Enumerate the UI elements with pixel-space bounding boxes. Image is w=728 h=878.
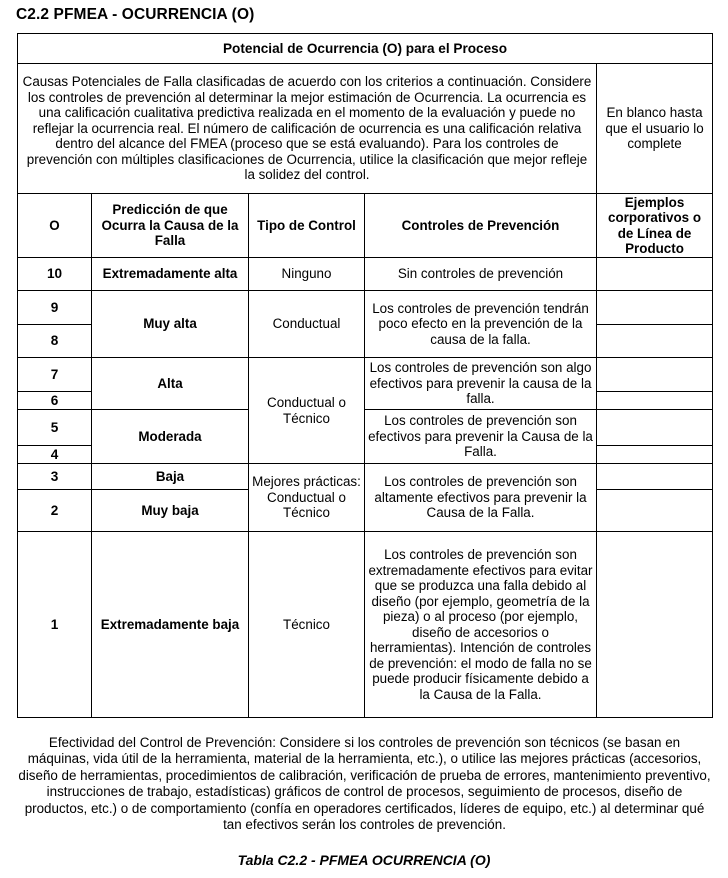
examples-cell[interactable] (597, 532, 713, 718)
control-type-10: Ninguno (249, 258, 365, 291)
table-row (18, 532, 713, 718)
col-header-o: O (18, 194, 92, 258)
control-type-9-8: Conductual (249, 291, 365, 358)
prediction-2: Muy baja (92, 490, 249, 532)
control-type-7-4: Conductual o Técnico (249, 358, 365, 464)
examples-cell[interactable] (597, 291, 713, 325)
prediction-7-6: Alta (92, 358, 249, 410)
prediction-5-4: Moderada (92, 410, 249, 464)
prevention-7-6: Los controles de prevención son algo efectivos para prevenir la causa de la falla. (365, 358, 597, 410)
rating-2: 2 (18, 490, 92, 532)
prevention-9-8: Los controles de prevención tendrán poco efecto en la prevención de la causa de la falla. (365, 291, 597, 358)
col-header-prediction: Predicción de que Ocurra la Causa de la Falla (92, 194, 249, 258)
examples-cell[interactable] (597, 325, 713, 358)
examples-cell[interactable] (597, 410, 713, 446)
rating-9: 9 (18, 291, 92, 325)
prevention-1: Los controles de prevención son extremadamente efectivos para evitar que se produzca una falla debido al diseño (por ejemplo, geometría de la pieza) o al proceso (por ejemplo, diseño de accesorios o herramientas). Intención de controles de prevención: el modo de falla no se puede producir físicamente debido a la Causa de la Falla. (365, 532, 597, 718)
table-header: Potencial de Ocurrencia (O) para el Proceso (18, 34, 713, 64)
table-row (18, 410, 713, 446)
rating-6: 6 (18, 392, 92, 410)
prevention-10: Sin controles de prevención (365, 258, 597, 291)
rating-10: 10 (18, 258, 92, 291)
table-row (18, 258, 713, 291)
intro-text: Causas Potenciales de Falla clasificadas de acuerdo con los criterios a continuación. Considere los controles de prevención al determinar la mejor estimación de Ocurrencia. La ocurrencia es una calificación cualitativa predictiva realizada en el momento de la evaluación y puede no reflejar la ocurrencia real. El número de calificación de ocurrencia es una calificación relativa dentro del alcance del FMEA (proceso que se está evaluando). Para los controles de prevención con múltiples clasificaciones de Ocurrencia, utilice la clasificación que mejor refleje la solidez del control. (18, 64, 597, 194)
col-header-prevention: Controles de Prevención (365, 194, 597, 258)
prediction-1: Extremadamente baja (92, 532, 249, 718)
rating-4: 4 (18, 446, 92, 464)
examples-cell[interactable] (597, 258, 713, 291)
prevention-5-4: Los controles de prevención son efectivos para prevenir la Causa de la Falla. (365, 410, 597, 464)
examples-cell[interactable] (597, 358, 713, 392)
rating-8: 8 (18, 325, 92, 358)
control-type-3-2: Mejores prácticas: Conductual o Técnico (249, 464, 365, 532)
col-header-control-type: Tipo de Control (249, 194, 365, 258)
occurrence-table (17, 33, 713, 718)
rating-5: 5 (18, 410, 92, 446)
rating-7: 7 (18, 358, 92, 392)
prediction-3: Baja (92, 464, 249, 490)
examples-cell[interactable] (597, 392, 713, 410)
examples-cell[interactable] (597, 446, 713, 464)
table-row (18, 464, 713, 490)
rating-3: 3 (18, 464, 92, 490)
table-row (18, 358, 713, 392)
section-title: C2.2 PFMEA - OCURRENCIA (O) (16, 6, 255, 23)
examples-cell[interactable] (597, 464, 713, 490)
examples-cell[interactable] (597, 490, 713, 532)
prevention-effectiveness-note: Efectividad del Control de Prevención: Considere si los controles de prevención son técnicos (se basan en máquinas, vida útil de la herramienta, material de la herramienta, etc.), o utilice las mejores prácticas (accesorios, diseño de herramientas, procedimientos de calibración, verificación de prueba de errores, mantenimiento preventivo, instrucciones de trabajo, estadísticas) gráficos de control de procesos, seguimiento de procesos, diseño de productos, etc.) o de comportamiento (confía en operadores certificados, líderes de equipo, etc.) al determinar qué tan efectivos serán los controles de prevención. (18, 735, 711, 833)
table-row (18, 291, 713, 325)
rating-1: 1 (18, 532, 92, 718)
col-header-examples: Ejemplos corporativos o de Línea de Producto (597, 194, 713, 258)
prediction-10: Extremadamente alta (92, 258, 249, 291)
control-type-1: Técnico (249, 532, 365, 718)
table-caption: Tabla C2.2 - PFMEA OCURRENCIA (O) (237, 852, 491, 868)
blank-note: En blanco hasta que el usuario lo complete (597, 64, 713, 194)
prevention-3-2: Los controles de prevención son altamente efectivos para prevenir la Causa de la Falla. (365, 464, 597, 532)
prediction-9-8: Muy alta (92, 291, 249, 358)
